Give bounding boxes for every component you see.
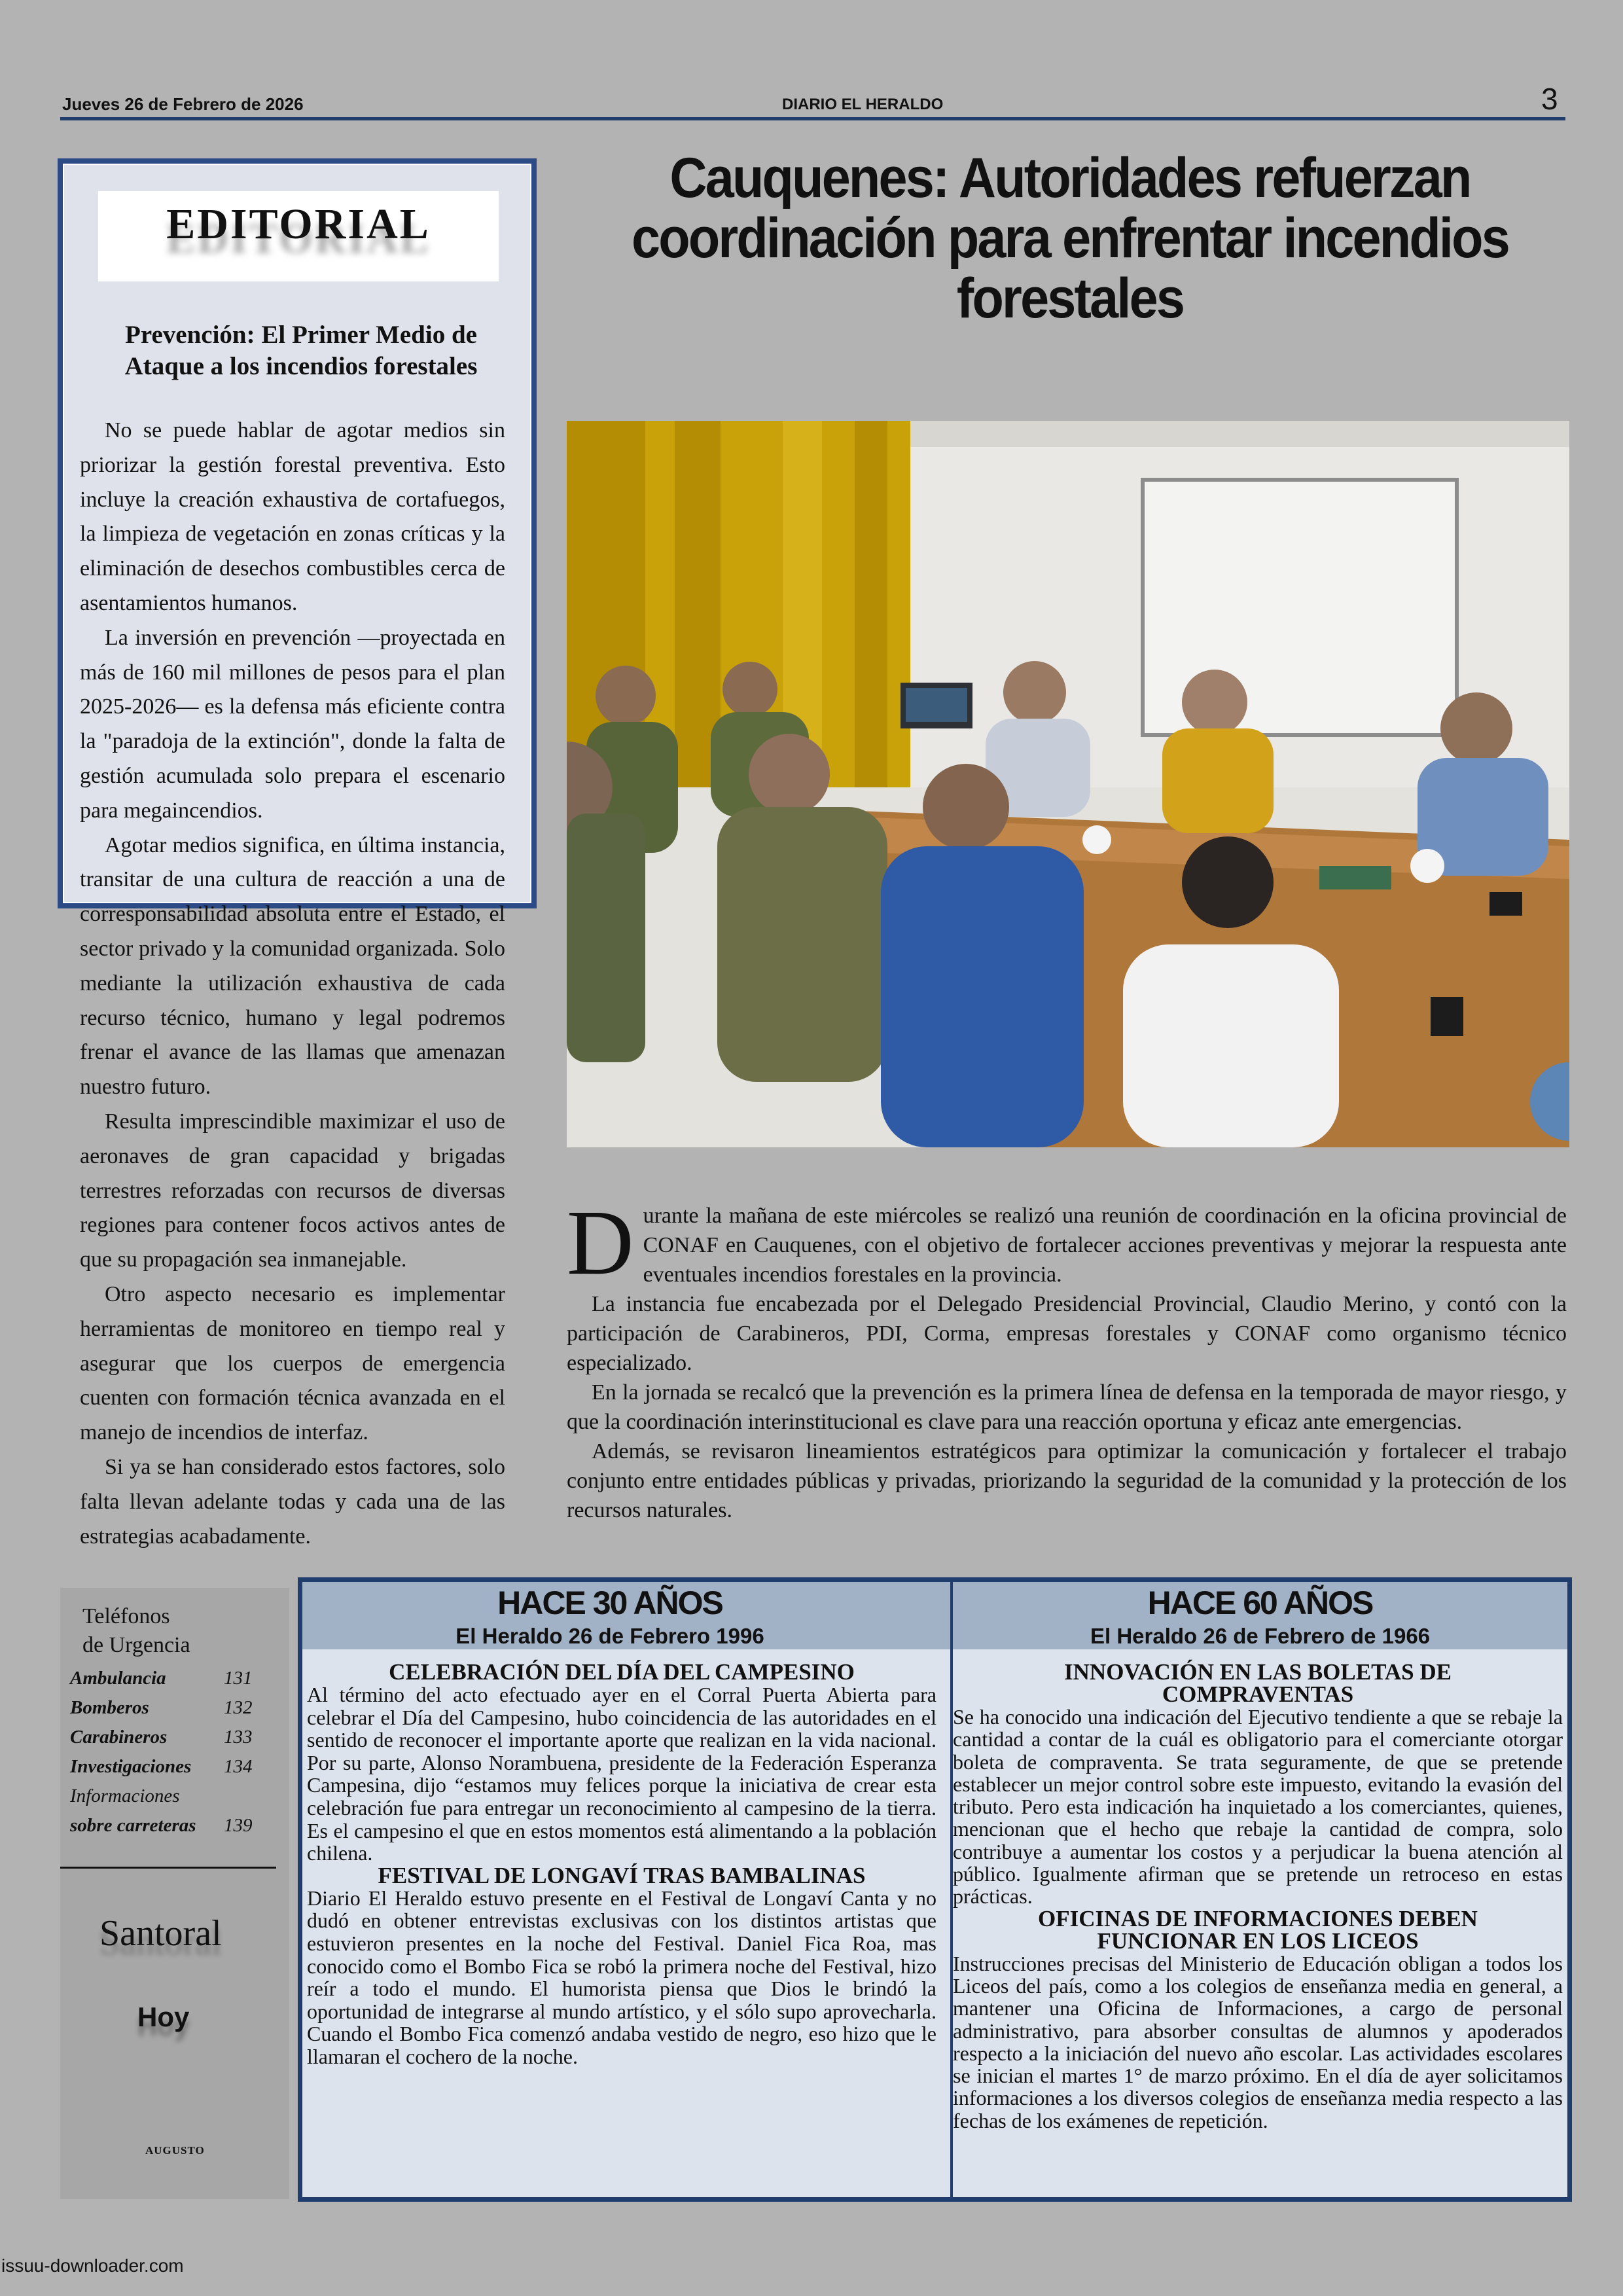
phone-number: 134: [224, 1756, 253, 1777]
phone-number: 133: [224, 1727, 253, 1748]
article-paragraph: Además, se revisaron lineamientos estratégicos para optimizar la comunicación y fortalecer el trabajo conjunto entre entidades públicas y privadas, priorizando la seguridad de la comunidad y la protección de los recursos naturales.: [567, 1439, 1567, 1522]
emergency-phones-heading: [82, 1602, 190, 1660]
editorial-paragraph: No se puede hablar de agotar medios sin priorizar la gestión forestal preventiva. Esto incluye la creación exhaustiva de cortafuegos, la limpieza de vegetación en zonas críticas y la eliminación de desechos combustibles cerca de asentamientos humanos.: [80, 418, 505, 615]
hace60-column: [953, 1661, 1563, 2132]
emergency-phones-heading-line2: de Urgencia: [82, 1633, 190, 1657]
hace30-story1-title: CELEBRACIÓN DEL DÍA DEL CAMPESINO: [389, 1659, 855, 1685]
hace60-story1-title: INNOVACIÓN EN LAS BOLETAS DE COMPRAVENTAS: [1064, 1659, 1452, 1707]
phone-info-label-2: sobre carreteras: [70, 1815, 196, 1836]
article-headline: Cauquenes: Autoridades refuerzan coordinación para enfrentar incendios forestales: [632, 147, 1508, 330]
hace30-title: HACE 30 AÑOS: [497, 1585, 722, 1621]
meeting-photo: [567, 421, 1569, 1147]
hace60-story2-text: Instrucciones precisas del Ministerio de Educación obligan a todos los Liceos del país, como a los colegios de enseñanza media en general, a mantener una Oficina de Informaciones, a cargo de personal administrativo, para absorber consultas de alumnos y apoderados respecto a la iniciación del nuevo año escolar. Las actividades escolares se inician el martes 1° de marzo próximo. En el día de ayer solicitamos informaciones a los diversos colegios de enseñanza media respecto a las fechas de los exámenes de repetición.: [953, 1951, 1563, 2132]
editorial-paragraph: Otro aspecto necesario es implementar herramientas de monitoreo en tiempo real y asegurar que los cuerpos de emergencia cuenten con formación técnica avanzada en el manejo de incendios de interfaz.: [80, 1282, 505, 1445]
hace60-story2-title: OFICINAS DE INFORMACIONES DEBEN FUNCIONAR EN LOS LICEOS: [1038, 1905, 1478, 1954]
article-first-paragraph-text: urante la mañana de este miércoles se realizó una reunión de coordinación en la oficina provincial de CONAF en Cauquenes, con el objetivo de fortalecer acciones preventivas y mejorar la respuesta ante eventuales incendios forestales en la provincia.: [643, 1204, 1567, 1287]
watermark-text: issuu-downloader.com: [1, 2255, 184, 2276]
editorial-label: EDITORIAL: [166, 200, 431, 248]
hace60-subtitle: El Heraldo 26 de Febrero de 1966: [1090, 1624, 1431, 1648]
drop-cap: D: [567, 1191, 634, 1294]
header-rule: [60, 117, 1565, 120]
santoral-title: Santoral: [99, 1913, 222, 1954]
phone-number: 131: [224, 1668, 253, 1689]
editorial-paragraph: La inversión en prevención —proyectada en más de 160 mil millones de pesos para el plan 2025-2026— es la defensa más eficiente contra la "paradoja de la extinción", donde la falta de gestión acumulada solo prepara el escenario para megaincendios.: [80, 625, 505, 823]
hace60-title: HACE 60 AÑOS: [1147, 1585, 1373, 1621]
phone-label: Bomberos: [70, 1697, 149, 1718]
article-body: [567, 1191, 1567, 1525]
phone-number: 132: [224, 1697, 253, 1718]
meeting-photo-illustration: [567, 421, 1569, 1147]
phone-label: Ambulancia: [70, 1668, 166, 1689]
phone-info-label: Informaciones: [70, 1785, 180, 1806]
editorial-body: [80, 414, 505, 1554]
hace30-story2-title: FESTIVAL DE LONGAVÍ TRAS BAMBALINAS: [378, 1862, 866, 1888]
santoral-today: Hoy: [137, 2001, 190, 2032]
page-number: 3: [1541, 82, 1558, 116]
newspaper-name: DIARIO EL HERALDO: [782, 96, 944, 113]
hace30-story1-text: Al término del acto efectuado ayer en el Corral Puerta Abierta para celebrar el Día del Campesino, hubo coincidencia de las autoridades en el sentido de reconocer el importante aporte que realizan en la vida nacional. Por su parte, Alonso Norambuena, presidente de la Federación Esperanza Campesina, dijo “estamos muy felices porque la iniciativa de crear esta celebración fue para entregar un reconocimiento al campesino de la tierra. Es el campesino el que en estos momentos está alimentando a la población chilena.: [307, 1683, 936, 1865]
article-paragraph: En la jornada se recalcó que la prevención es la primera línea de defensa en la temporada de mayor riesgo, y que la coordinación interinstitucional es clave para una reacción oportuna y eficaz ante emergencias.: [567, 1380, 1567, 1434]
editorial-title: Prevención: El Primer Medio de Ataque a los incendios forestales: [124, 321, 478, 380]
editorial-paragraph: Agotar medios significa, en última instancia, transitar de una cultura de reacción a una de corresponsabilidad absoluta entre el Estado, el sector privado y la comunidad organizada. Solo mediante la utilización exhaustiva de cada recurso técnico, humano y legal podremos frenar el avance de las llamas que amenazan nuestro futuro.: [80, 833, 505, 1100]
editorial-paragraph: Resulta imprescindible maximizar el uso de aeronaves de gran capacidad y brigadas terrestres reforzadas con recursos de diversas regiones para contener focos activos antes de que su propagación sea inmanejable.: [80, 1109, 505, 1272]
phone-label: Carabineros: [70, 1727, 168, 1748]
phone-info-number: 139: [224, 1815, 253, 1836]
hace30-subtitle: El Heraldo 26 de Febrero 1996: [455, 1624, 764, 1648]
article-paragraph: La instancia fue encabezada por el Delegado Presidencial Provincial, Claudio Merino, y contó con la participación de Carabineros, PDI, Corma, empresas forestales y CONAF como organismo técnico especializado.: [567, 1292, 1567, 1375]
editorial-paragraph: Si ya se han considerado estos factores, solo falta llevan adelante todas y cada una de las estrategias acabadamente.: [80, 1454, 505, 1549]
santoral-saint: AUGUSTO: [145, 2144, 205, 2157]
hace30-story2-text: Diario El Heraldo estuvo presente en el Festival de Longaví Canta y no dudó en obtener entrevistas exclusivas con los distintos artistas que estuvieron presentes en la noche del Festival. Daniel Fica Roa, mas conocido como el Bombo Fica se robó la primera noche del Festival, hizo reír a todo el mundo. El humorista piensa que Dios le brindó la oportunidad de integrarse al mundo artístico, y el sólo supo aprovecharla. Cuando el Bombo Fica comenzó andaba vestido de negro, eso hizo que le llamaran el cochero de la noche.: [307, 1886, 936, 2068]
issue-date: Jueves 26 de Febrero de 2026: [62, 94, 304, 114]
panel-divider: [60, 1867, 276, 1869]
emergency-phones-heading-line1: Teléfonos: [82, 1604, 170, 1628]
phone-label: Investigaciones: [70, 1756, 192, 1777]
article-first-paragraph: [567, 1191, 1567, 1294]
hace30-column: [307, 1661, 936, 2068]
hace60-story1-text: Se ha conocido una indicación del Ejecutivo tendiente a que se rebaje la cantidad a contar de la cuál es obligatorio para el comerciante otorgar boleta de compraventa. Se trata seguramente, de que se pretende establecer un mejor control sobre este impuesto, evitando la evasión del tributo. Pero esta indicación ha inquietado a los comerciantes, quienes, mencionan que el hecho que rebaje la cantidad de compra, solo contribuye a aumentar los costos y a perjudicar la buena atención al público. Igualmente afirman que se pretende un retroceso en estas prácticas.: [953, 1705, 1563, 1909]
